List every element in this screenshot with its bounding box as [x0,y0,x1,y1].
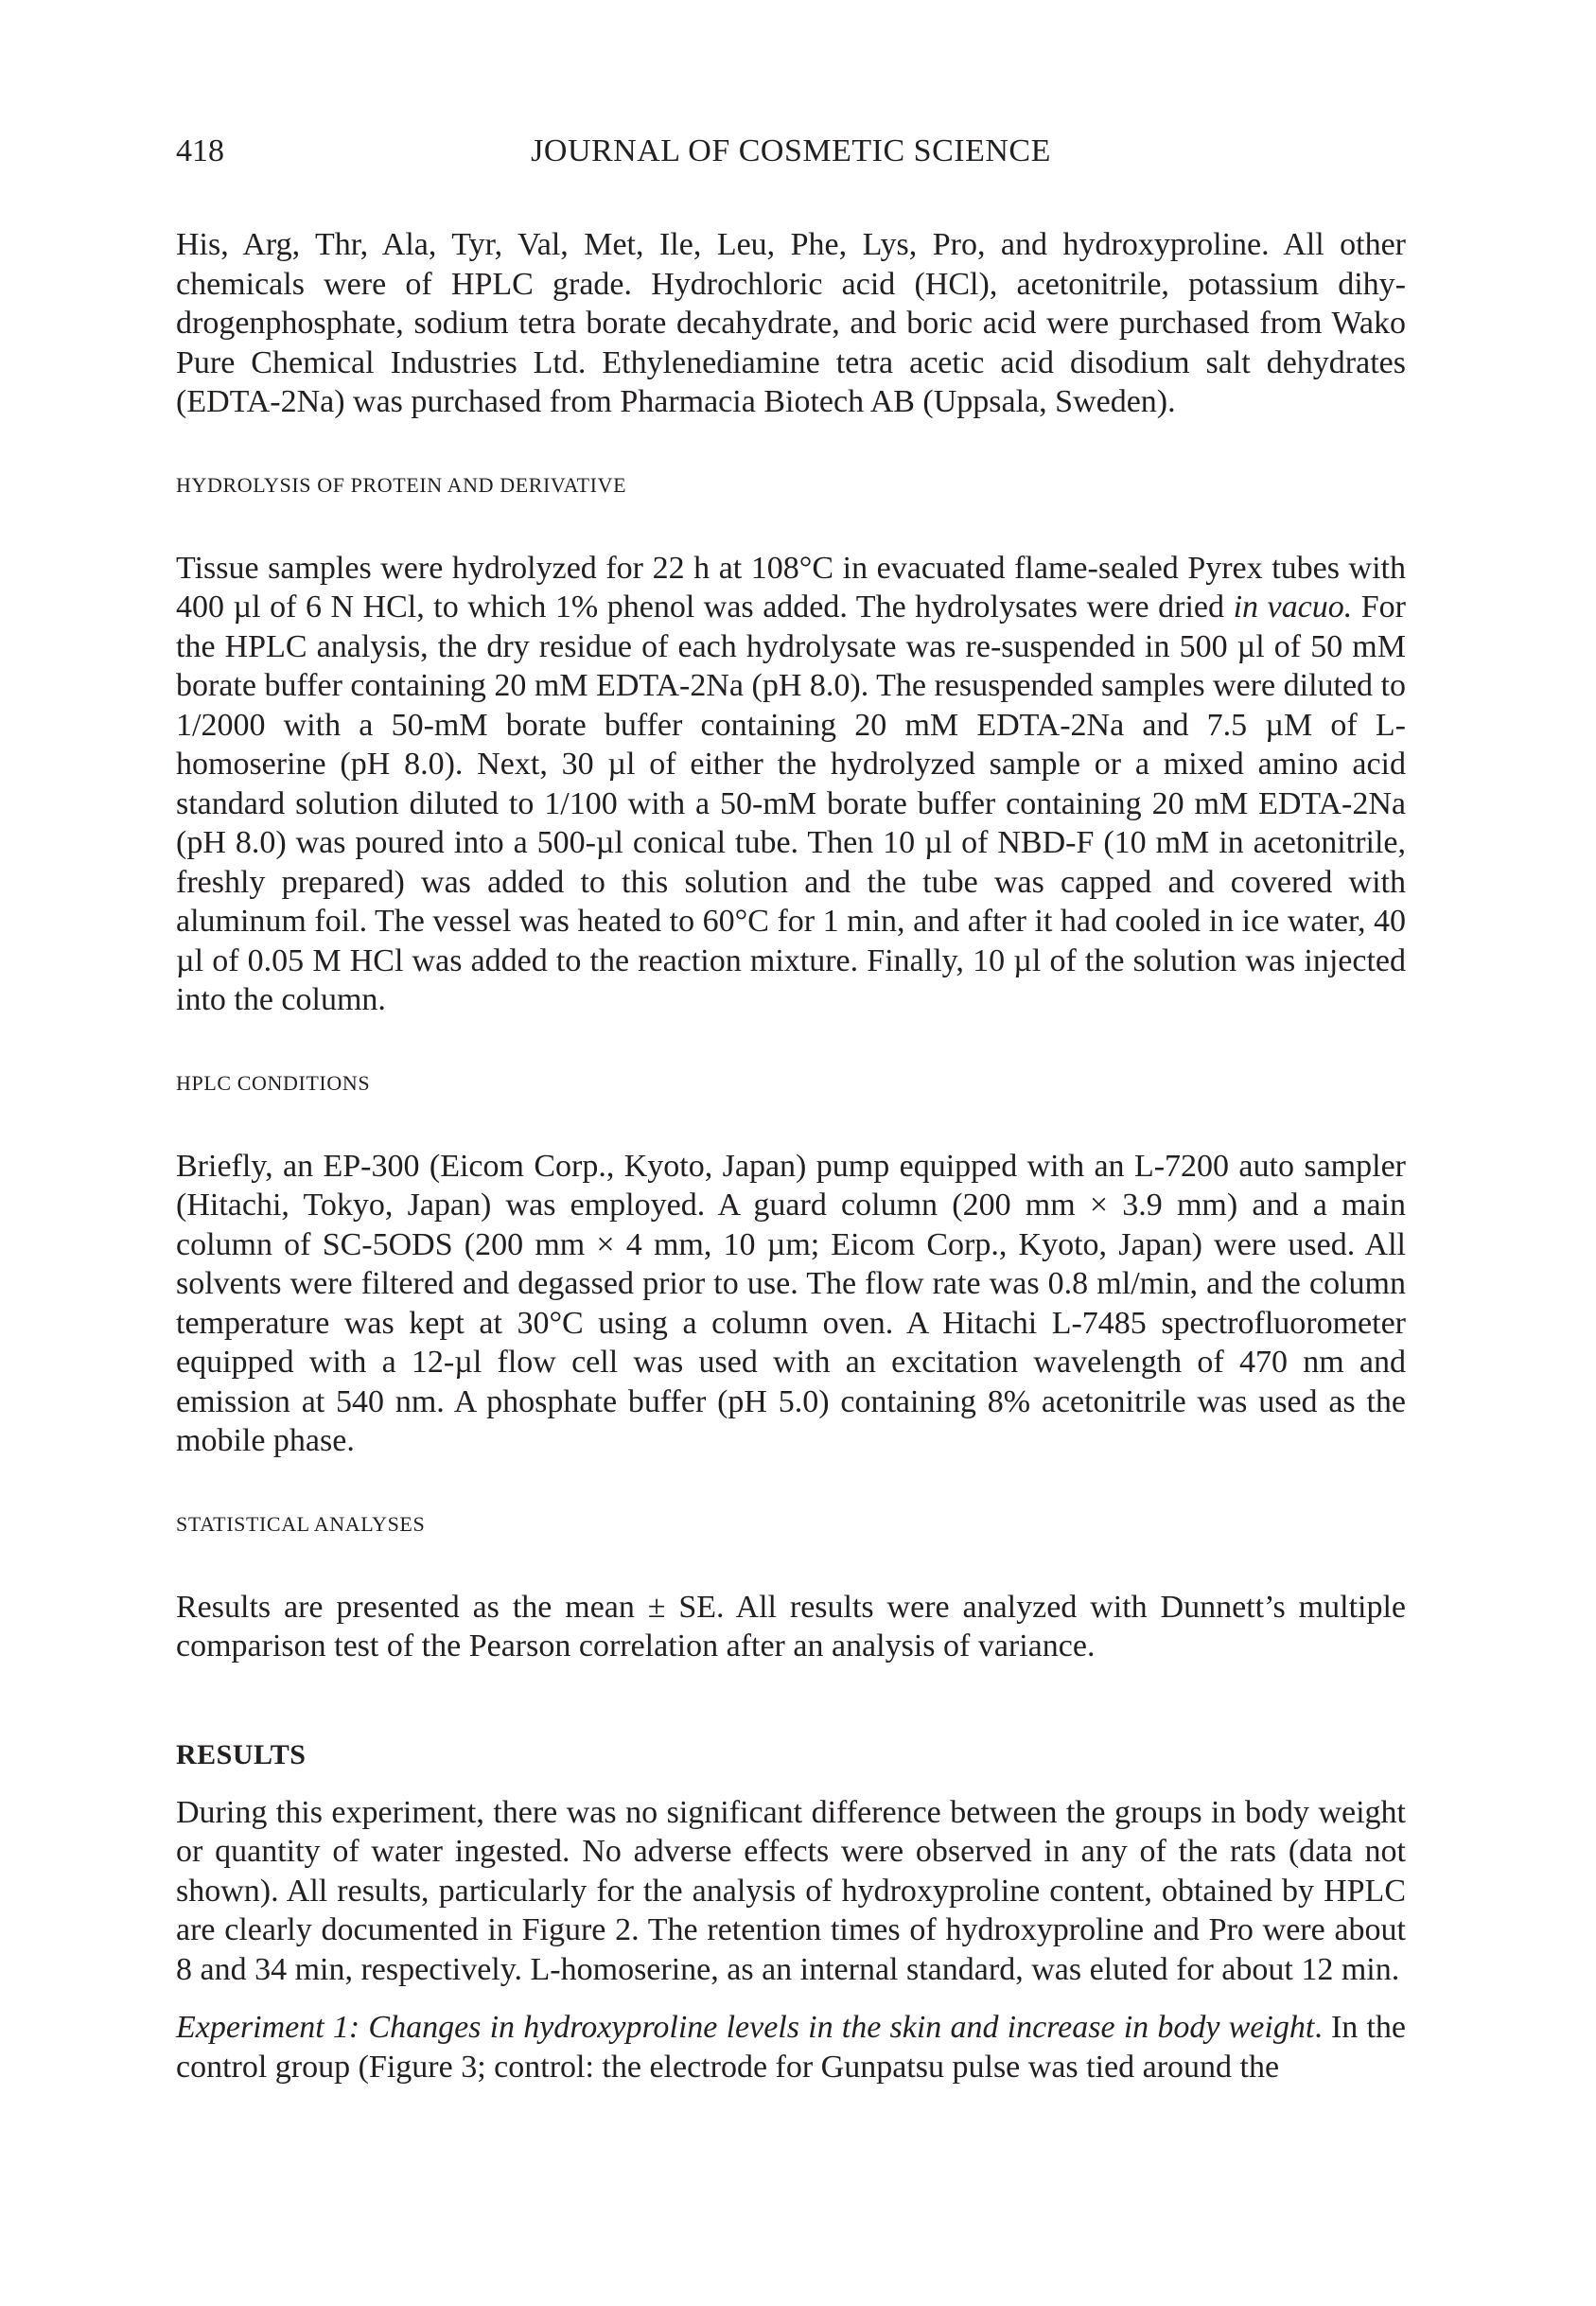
paragraph-hydrolysis-italic: in vacuo. [1233,590,1353,625]
paragraph-hplc-conditions: Briefly, an EP-300 (Eicom Corp., Kyoto, Japan) pump equipped with an L-7200 auto sampler (Hitachi, Tokyo, Japan) was employed. A guard column (200 mm × 3.9 mm) and a main column of SC-5ODS (200 mm × 4 mm, 10 µm; Eicom Corp., Kyoto, Japan) were used. All solvents were filtered and degassed prior to use. The flow rate was 0.8 ml/min, and the column temperature was kept at 30°C using a column oven. A Hitachi L-7485 spectrofluorometer equipped with a 12-µl flow cell was used with an excitation wavelength of 470 nm and emission at 540 nm. A phosphate buffer (pH 5.0) containing 8% acetonitrile was used as the mobile phase. [176,1148,1406,1458]
subheading-hplc-conditions: HPLC CONDITIONS [176,1070,371,1095]
paragraph-experiment-1 [176,2008,1406,2086]
journal-title: JOURNAL OF COSMETIC SCIENCE [531,133,1051,168]
paragraph-hydrolysis-text-b: For the HPLC analysis, the dry residue of each hydrolysate was re-suspended in 500 µl of 50 mM borate buffer containing 20 mM EDTA-2Na (pH 8.0). The resuspended samples were diluted to 1/2000 with a 50-mM borate buffer containing 20 mM EDTA-2Na and 7.5 µM of L-homoserine (pH 8.0). Next, 30 µl of either the hydrolyzed sample or a mixed amino acid standard solution diluted to 1/100 with a 50-mM borate buffer containing 20 mM EDTA-2Na (pH 8.0) was poured into a 500-µl conical tube. Then 10 µl of NBD-F (10 mM in acetonitrile, freshly prepared) was added to this solution and the tube was capped and covered with aluminum foil. The vessel was heated to 60°C for 1 min, and after it had cooled in ice water, 40 µl of 0.05 M HCl was added to the reaction mixture. Finally, 10 µl of the solution was injected into the column. [176,590,1406,1017]
experiment-1-italic-title: Experiment 1: Changes in hydroxyproline levels in the skin and increase in body weight [176,2010,1315,2045]
paragraph-hydrolysis-text-a: Tissue samples were hydrolyzed for 22 h at 108°C in evacuated flame-sealed Pyrex tubes with 400 µl of 6 N HCl, to which 1% phenol was added. The hydrolysates were dried [176,550,1406,625]
subheading-hydrolysis: HYDROLYSIS OF PROTEIN AND DERIVATIVE [176,472,627,497]
paragraph-statistics: Results are presented as the mean ± SE. All results were analyzed with Dunnett’s multiple comparison test of the Pearson correlation after an analysis of variance. [176,1589,1406,1663]
paragraph-hydrolysis [176,549,1406,1020]
paragraph-results: During this experiment, there was no significant difference between the groups in body weight or quantity of water ingested. No adverse effects were observed in any of the rats (data not shown). All results, particularly for the analysis of hydroxyproline content, obtained by HPLC are clearly documented in Figure 2. The retention times of hydroxyproline and Pro were about 8 and 34 min, respectively. L-homoserine, as an internal standard, was eluted for about 12 min. [176,1794,1406,1987]
page [176,123,1406,2086]
subheading-statistical-analyses: STATISTICAL ANALYSES [176,1511,426,1536]
section-heading-results: RESULTS [176,1738,307,1770]
paragraph-chemicals: His, Arg, Thr, Ala, Tyr, Val, Met, Ile, Leu, Phe, Lys, Pro, and hydroxyproline. All other chemicals were of HPLC grade. Hydrochloric acid (HCl), acetonitrile, potassium dihydrogenphosphate, sodium tetra borate decahydrate, and boric acid were purchased from Wako Pure Chemical Industries Ltd. Ethylenediamine tetra acetic acid disodium salt dehydrates (EDTA-2Na) was purchased from Pharmacia Biotech AB (Uppsala, Sweden). [176,227,1406,419]
experiment-1-text: . In the control group (Figure 3; control: the electrode for Gunpatsu pulse was tied around the [176,2010,1406,2085]
running-head [176,123,1406,180]
page-number: 418 [176,133,224,168]
